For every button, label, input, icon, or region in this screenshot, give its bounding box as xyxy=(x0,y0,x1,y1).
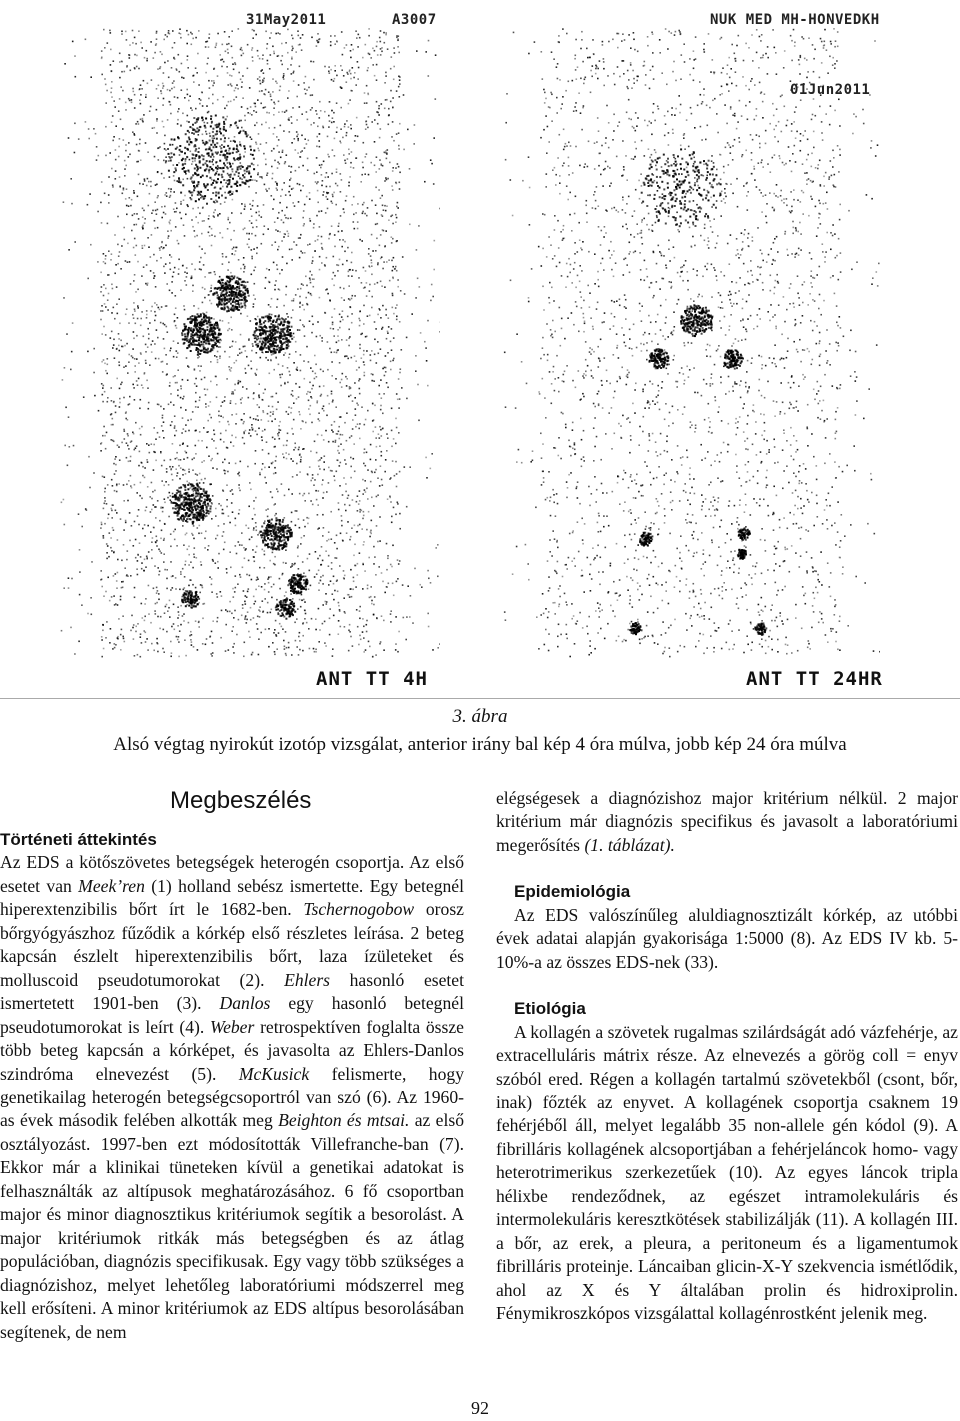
scintigraphy-figure xyxy=(0,0,960,699)
etiology-paragraph: A kollagén a szövetek rugalmas szilárdságát adó vázfehérje, az extracelluláris mátrix része. Az elnevezés a görög coll = enyv szóból ered. Régen a kollagén tartalmú szövetekből (csont, bőr, inak) főzték az enyvet. A kollagének csoportja csaknem 19 fehérjéből áll, melyet legalább 35 non-allele gén kódol (9). A fibrilláris kollagének alcsoportjában a fehérjeláncok homo- vagy heterotrimerikus szerkezetűek (10). Az egyes láncok tripla hélixbe rendeződnek, az egészet intramolekuláris és intermolekuláris keresztkötések stabilizálják (11). A kollagén III. a bőr, az erek, a pleura, a peritoneum és a ligamentumok fibrilláris proteinje. Láncaiban glicin-X-Y szekvencia ismétlődik, ahol az X és Y általában prolin és hidroxiprolin. Fénymikroszkópos vizsgálattal kollagénrostként jelenik meg. xyxy=(496,1021,958,1324)
right-scan-footer: ANT TT 24HR xyxy=(746,668,883,690)
subhead-history: Történeti áttekintés xyxy=(0,830,157,849)
left-column xyxy=(0,786,464,1344)
subhead-etiology: Etiológia xyxy=(514,999,586,1019)
continued-paragraph: elégségesek a diagnózishoz major kritérium nélkül. 2 major kritérium már diagnózis specifikus és javasolt a laboratóriumi megerősítés (1. táblázat). xyxy=(496,788,958,855)
figure-caption: Alsó végtag nyirokút izotóp vizsgálat, anterior irány bal kép 4 óra múlva, jobb kép 24 óra múlva xyxy=(113,734,847,755)
history-paragraph: Az EDS a kötőszövetes betegségek heterogén csoportja. Az első esetet van Meek’ren (1) holland sebész ismertette. Egy betegnél hiperextenzibilis bőrt írt le 1682-ben. Tschernogobow orosz bőrgyógyászhoz fűződik a kórkép első részletes leírása. 2 beteg kapcsán észlelt hiperextenzibilis bőrt, laza ízületeket és molluscoid pseudotumorokat (2). Ehlers hasonló esetet ismertetett 1901-ben (3). Danlos egy hasonló betegnél pseudotumorokat is leírt (4). Weber retrospektíven foglalta össze több beteg kapcsán a kórképet, és javasolta az Ehlers-Danlos szindróma elnevezést (5). McKusick felismerte, hogy genetikailag heterogén betegségcsoportról van szó (6). Az 1960-as évek második felében alkották meg Beighton és mtsai. az első osztályozást. 1997-ben ezt módosították Villefranche-ban (7). Ekkor már a klinikai tüneteken kívül a genetikai adatokat is felhasználták az altípusok meghatározásához. 6 fő csoportban major és minor diagnosztikus kritériumok segítik a besorolást. A major kritériumok ritkák más betegségben és az átlag populációban, diagnózis specifikusak. Egy vagy több szükséges a diagnózishoz, melyet lehetőleg laboratóriumi módszerrel meg kell erősíteni. A minor kritériumok az EDS altípus besorolásában segítenek, de nem xyxy=(0,852,465,1342)
right-scan-image xyxy=(500,8,880,696)
right-column xyxy=(496,787,958,1326)
left-scan-image xyxy=(60,8,440,696)
page-number: 92 xyxy=(471,1398,489,1418)
section-title: Megbeszélés xyxy=(170,787,312,814)
subhead-epidemiology: Epidemiológia xyxy=(514,882,631,902)
left-scan-id: A3007 xyxy=(392,12,437,28)
left-scan-footer: ANT TT 4H xyxy=(316,668,428,690)
epidemiology-paragraph: Az EDS valószínűleg aluldiagnosztizált kórkép, az utóbbi évek adatai alapján gyakorisága 1:5000 (8). Az EDS IV kb. 5-10%-a az összes EDS-nek (33). xyxy=(496,904,958,972)
figure-number xyxy=(0,706,960,728)
right-scan-institution: NUK MED MH-HONVEDKH xyxy=(710,12,880,28)
left-scan-date: 31May2011 xyxy=(246,12,327,28)
figure-number-text: 3. ábra xyxy=(452,706,508,727)
right-scan-date: 01Jun2011 xyxy=(790,82,871,98)
